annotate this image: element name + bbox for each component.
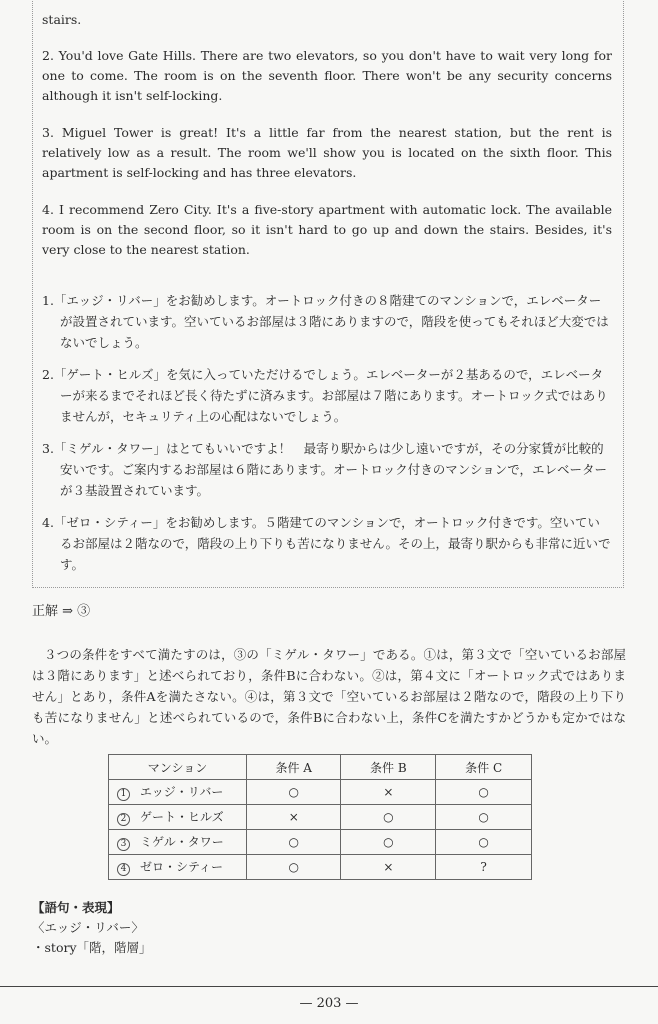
header-mansion: マンション [109,755,247,780]
row-number: 2 [117,813,130,826]
vocabulary [32,898,152,958]
cell-b: ○ [341,805,436,830]
row-number: 4 [117,863,130,876]
table-row [109,855,532,880]
vocab-entry: ・story「階，階層」 [32,940,152,955]
english-options [42,10,612,260]
cell-a: ○ [247,830,341,855]
option-4-jp: 4.「ゼロ・シティー」をお勧めします。５階建てのマンションで，オートロック付きです。空いているお部屋は２階なので，階段の上り下りも苦になりません。その上，最寄り駅からも非常に近いです。 [42,515,611,572]
correct-answer: 正解 ⇒ ③ [32,604,91,619]
cell-a: ○ [247,780,341,805]
header-cond-c: 条件 C [436,755,532,780]
row-name: ミゲル・タワー [140,835,224,849]
cell-c: ○ [436,780,532,805]
option-2-jp: 2.「ゲート・ヒルズ」を気に入っていただけるでしょう。エレベーターが２基あるので，エレベーターが来るまでそれほど長く待たずに済みます。お部屋は７階にあります。オートロック式ではありませんが，セキュリティ上の心配はないでしょう。 [42,367,608,424]
table-header [109,755,532,780]
table-row [109,805,532,830]
row-name: ゼロ・シティー [140,860,224,874]
cell-a: × [247,805,341,830]
row-name: エッジ・リバー [140,785,224,799]
header-cond-a: 条件 A [247,755,341,780]
option-3-en: 3. Miguel Tower is great! It's a little far from the nearest station, but the rent is relatively low as a result. The room we'll show you is located on the sixth floor. This apartment is self-locking and has three elevators. [42,125,612,180]
page-number: — 203 — [299,996,359,1011]
row-name: ゲート・ヒルズ [140,810,224,824]
option-3-jp: 3.「ミゲル・タワー」はとてもいいですよ！ 最寄り駅からは少し遠いですが，その分家賃が比較的安いです。ご案内するお部屋は６階にあります。オートロック付きのマンションで，エレベーターが３基設置されています。 [42,441,607,498]
row-number: 3 [117,838,130,851]
option-2-en: 2. You'd love Gate Hills. There are two elevators, so you don't have to wait very long for one to come. The room is on the seventh floor. There won't be any security concerns although it isn't self-locking. [42,48,612,103]
prev-tail: stairs. [42,12,82,27]
cell-b: × [341,780,436,805]
japanese-translation [42,290,612,586]
row-number: 1 [117,788,130,801]
cell-b: ○ [341,830,436,855]
header-cond-b: 条件 B [341,755,436,780]
option-4-en: 4. I recommend Zero City. It's a five-story apartment with automatic lock. The available room is on the second floor, so it isn't hard to go up and down the stairs. Besides, it's very close to the nearest station. [42,202,612,257]
table-row [109,830,532,855]
option-1-jp: 1.「エッジ・リバー」をお勧めします。オートロック付きの８階建てのマンションで，エレベーターが設置されています。空いているお部屋は３階にありますので，階段を使ってもそれほど大変ではないでしょう。 [42,293,609,350]
cell-b: × [341,855,436,880]
vocab-section: 〈エッジ・リバー〉 [32,920,144,935]
table-row [109,780,532,805]
conditions-table [108,754,532,880]
vocab-heading: 【語句・表現】 [32,900,120,915]
cell-c: ○ [436,805,532,830]
explanation: ３つの条件をすべて満たすのは，③の「ミゲル・タワー」である。①は，第３文で「空いているお部屋は３階にあります」と述べられており，条件Bに合わない。②は，第４文に「オートロック式ではありません」とあり，条件Aを満たさない。④は，第３文で「空いているお部屋は２階なので，階段の上り下りも苦になりません」と述べられているので，条件Bに合わない上，条件Cを満たすかどうかも定かではない。 [32,647,626,746]
cell-c: ○ [436,830,532,855]
cell-a: ○ [247,855,341,880]
footer-rule [0,986,658,987]
cell-c: ? [436,855,532,880]
